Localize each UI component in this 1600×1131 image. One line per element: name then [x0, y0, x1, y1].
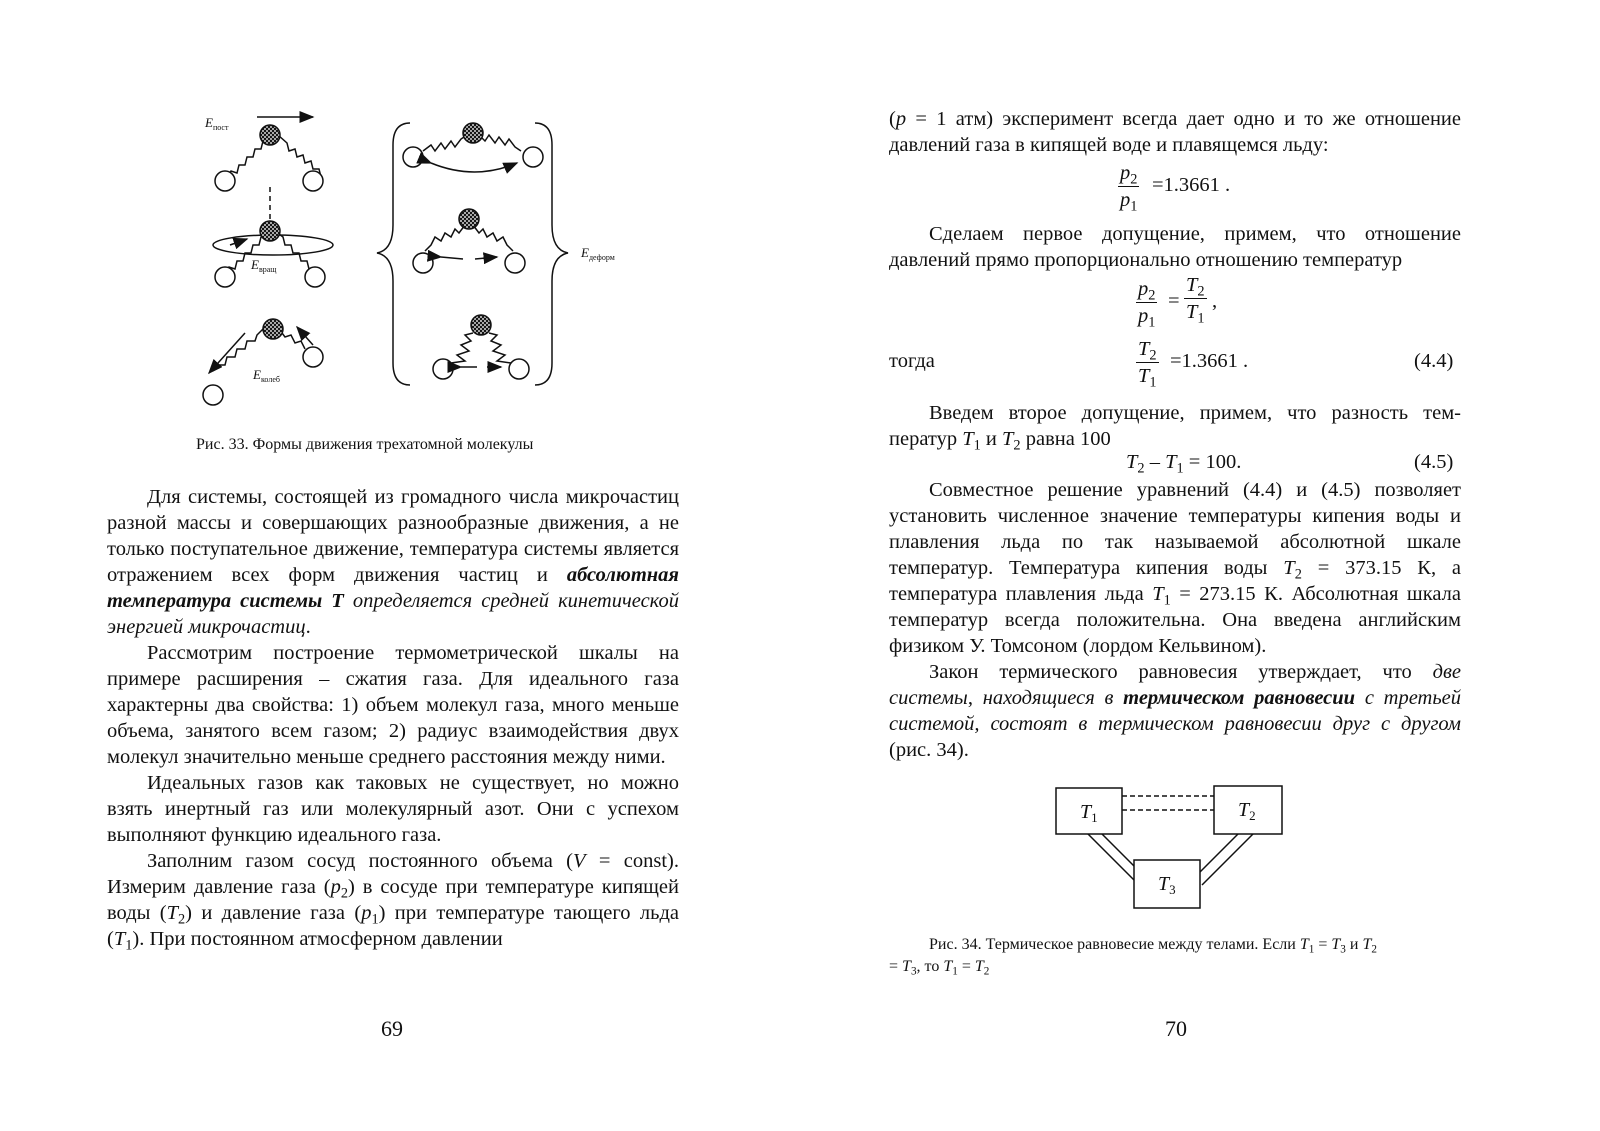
figure-33: [195, 105, 635, 415]
figure-34-caption: Рис. 34. Термическое равновесие между телами. Если $T_1 = T_3$ и $T_2$ = $T_3$, то $T_1 = T_2$: [889, 936, 1377, 978]
figure-34: [1050, 780, 1290, 915]
eq1-fraction: $p_2$ $p_1$: [1120, 162, 1138, 215]
paragraph-constant-volume: Заполним газом сосуд постоянного объема (V = const). Измерим давление газа $(p_2)$ в сосуде при температуре кипящей воды $(T_2)$ и давление газа $(p_1)$ при температуре тающего льда $(T_1)$. При постоянном атмосферном давлении: [107, 850, 679, 954]
left-body-text: [107, 484, 679, 952]
eq1-rhs: =1.3661 .: [1152, 174, 1231, 196]
paragraph-equilibrium-law: Закон термического равновесия утверждает, что две системы, находящиеся в термическом равновесии с третьей системой, состоят в термическом равновесии друг с другом (рис. 34).: [889, 661, 1462, 761]
eq2-equals: =: [1168, 290, 1180, 312]
paragraph-ideal-gases: Идеальных газов как таковых не существует, но можно взять инертный газ или молекулярный азот. Они с успехом выполняют функцию идеального газа.: [107, 772, 679, 846]
right-top-text: [889, 106, 1461, 158]
box-t2: $T_2$: [1238, 799, 1256, 823]
page-number-70: 70: [1165, 1016, 1187, 1041]
eq-number-4-4: (4.4): [1414, 350, 1454, 372]
paragraph-temperature: Для системы, состоящей из громадного числа микрочастиц разной массы и совершающих разнообразные движения, а не только поступательное движение, температура системы является отражением всех форм движения частиц и абсолютная температура системы T определяется средней кинетической энергией микрочастиц.: [107, 486, 679, 638]
figure-33-caption: Рис. 33. Формы движения трехатомной молекулы: [196, 436, 534, 453]
paragraph-thermometric-scale: Рассмотрим построение термометрической шкалы на примере расширения – сжатия газа. Для идеального газа характерны два свойства: 1) объем молекул газа, много меньше объема, занятого всем газом; 2) радиус взаимодействия двух молекул значительно меньше среднего расстояния между ними.: [107, 642, 679, 768]
eq-number-4-5: (4.5): [1414, 451, 1454, 473]
eq3-fraction: $T_2$ $T_1$: [1138, 338, 1157, 391]
word-togda: тогда: [889, 350, 935, 372]
label-e-post: $E_{пост}$: [205, 115, 229, 132]
page-number-69: 69: [381, 1016, 403, 1041]
label-e-koleb: $E_{колеб}$: [253, 367, 280, 384]
paragraph-second-assumption: Введем второе допущение, примем, что разность температур $T_1$ и $T_2$ равна 100: [889, 402, 1461, 454]
page-70: [800, 0, 1600, 1131]
box-t3: $T_3$: [1158, 873, 1176, 897]
paragraph-atm: (p = 1 атм) эксперимент всегда дает одно и то же отношение давлений газа в кипящей воде и плавящемся льду:: [889, 108, 1461, 156]
eq2-lhs-fraction: $p_2$ $p_1$: [1138, 278, 1156, 331]
label-e-deform: $E_{деформ}$: [581, 245, 615, 262]
box-t1: $T_1$: [1080, 801, 1098, 825]
eq3-rhs: =1.3661 .: [1170, 350, 1249, 372]
eq2-rhs-fraction: $T_2$ $T_1$: [1186, 274, 1205, 327]
right-body-text: [889, 477, 1461, 763]
label-e-vrash: $E_{вращ}$: [251, 257, 277, 274]
paragraph-joint-solution: Совместное решение уравнений (4.4) и (4.5) позволяет установить численное значение температуры кипения воды и плавления льда по так называемой абсолютной шкале температур. Температура кипения воды $T_2 = 373.15$ К, а температура плавления льда $T_1 = 273.15$ К. Абсолютная шкала температур всегда положительна. Она введена английским физиком У. Томсоном (лордом Кельвином).: [889, 479, 1461, 657]
eq4: $T_2 - T_1 = 100$.: [1126, 451, 1242, 477]
paragraph-first-assumption: Сделаем первое допущение, примем, что отношение давлений прямо пропорционально отношению температур: [889, 223, 1461, 271]
eq2-comma: ,: [1212, 290, 1218, 312]
